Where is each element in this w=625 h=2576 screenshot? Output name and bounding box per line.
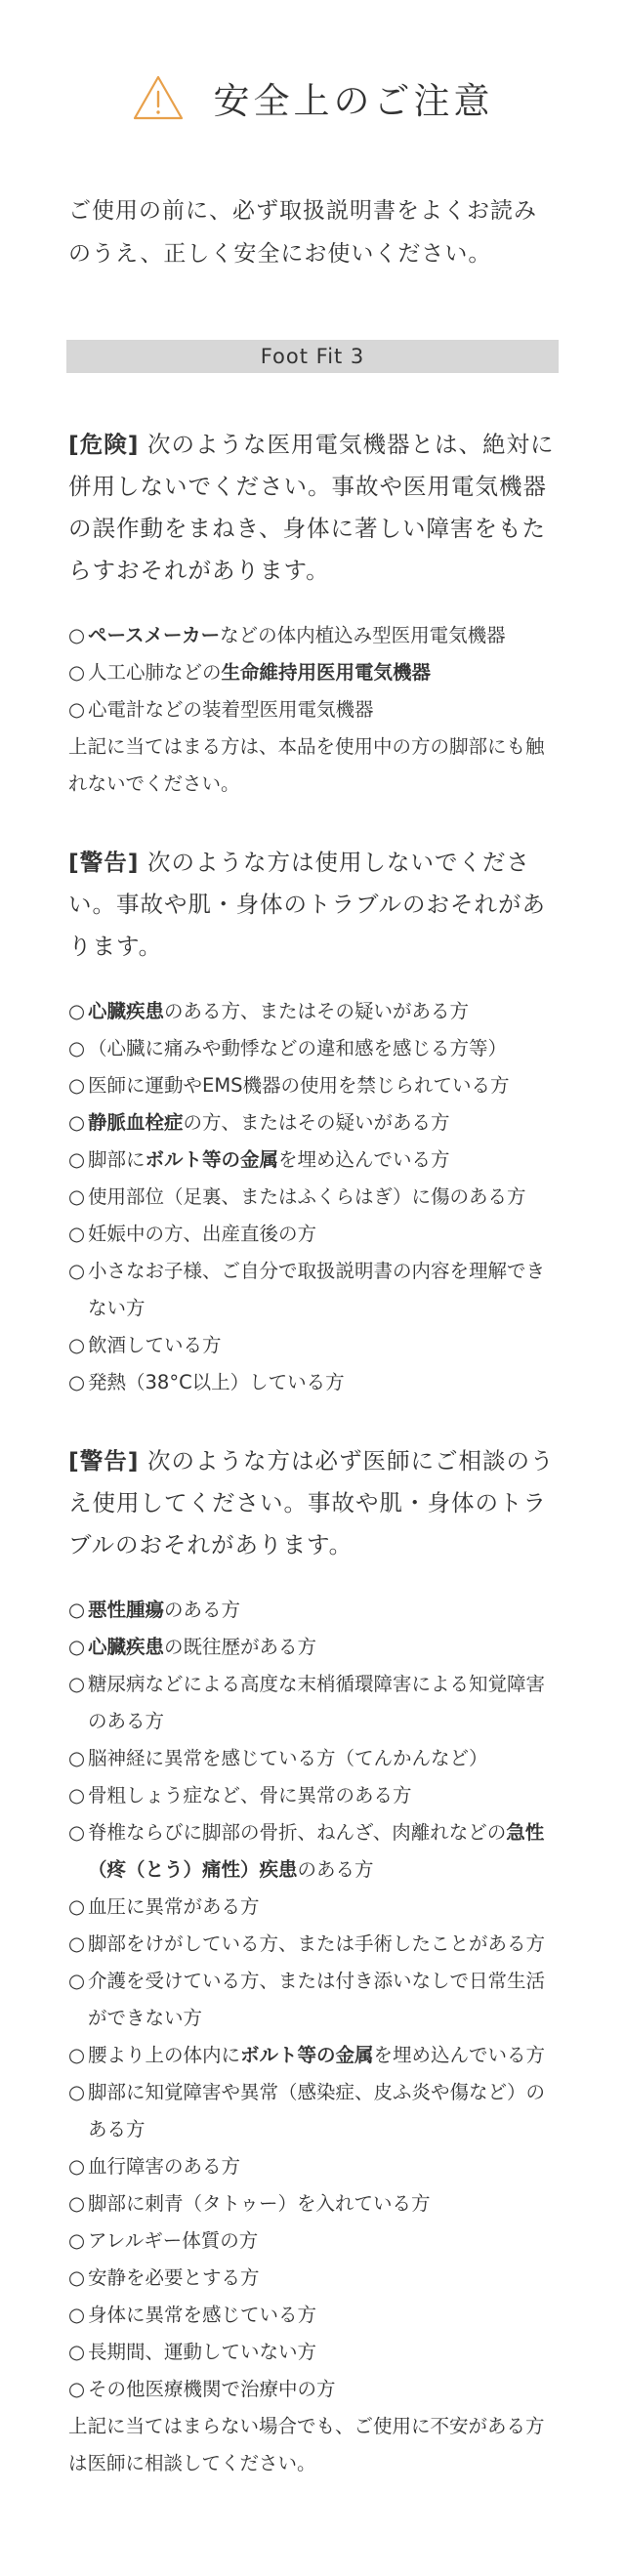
list-item-text (88, 2185, 557, 2223)
list-item (68, 1629, 557, 1666)
warning1-lead: 次のような方は使用しないでください。事故や肌・身体のトラブルのおそれがあります。 (68, 849, 547, 960)
list-item-text (88, 1179, 557, 1216)
bullet-mark: ○ (68, 2378, 86, 2400)
list-item (68, 1889, 557, 1926)
emphasis-text: ボルト等の金属 (240, 2044, 374, 2066)
bullet-mark: ○ (68, 661, 86, 684)
list-item-text (88, 1963, 557, 2037)
bullet-mark: ○ (68, 1111, 86, 1134)
list-item-text (88, 1814, 557, 1889)
item-text-segment: のある方 (164, 1599, 241, 1621)
item-text-segment: 安静を必要とする方 (88, 2266, 260, 2289)
emphasis-text: 心臓疾患 (88, 1000, 165, 1022)
list-item-text (88, 2297, 557, 2334)
item-text-segment: の既往歴がある方 (164, 1636, 317, 1658)
bullet-mark: ○ (68, 1334, 86, 1356)
bullet-mark: ○ (68, 2081, 86, 2103)
item-text-segment: 脚部に知覚障害や異常（感染症、皮ふ炎や傷など）のある方 (88, 2081, 546, 2140)
bullet-mark: ○ (68, 2229, 86, 2252)
item-text-segment: 発熱（38°C以上）している方 (88, 1371, 345, 1393)
list-item-text (88, 1104, 557, 1142)
item-text-segment: 心電計などの装着型医用電気機器 (88, 698, 374, 721)
danger-section (68, 424, 557, 803)
list-item-text (88, 654, 557, 691)
list-item-text (88, 2037, 557, 2074)
warning1-list (68, 993, 557, 1401)
page-header (0, 0, 625, 125)
bullet-mark: ○ (68, 1821, 86, 1844)
list-item (68, 2074, 557, 2148)
list-item-text (88, 1216, 557, 1253)
bullet-mark: ○ (68, 1223, 86, 1245)
item-text-segment: のある方 (297, 1858, 374, 1881)
item-text-segment: などの体内植込み型医用電気機器 (220, 624, 506, 646)
list-item (68, 2297, 557, 2334)
bullet-mark: ○ (68, 1932, 86, 1955)
list-item-text (88, 1666, 557, 1740)
bullet-mark: ○ (68, 624, 86, 646)
item-text-segment: を埋め込んでいる方 (278, 1148, 450, 1171)
list-item-text (88, 1030, 557, 1067)
list-item-text (88, 1142, 557, 1179)
list-item (68, 1216, 557, 1253)
bullet-mark: ○ (68, 698, 86, 721)
list-item (68, 1777, 557, 1814)
list-item (68, 2148, 557, 2185)
list-item-text (88, 1777, 557, 1814)
list-item (68, 1814, 557, 1889)
emphasis-text: 悪性腫瘍 (88, 1599, 165, 1621)
list-item-text (88, 617, 557, 654)
danger-lead: 次のような医用電気機器とは、絶対に併用しないでください。事故や医用電気機器の誤作動をまねき、身体に著しい障害をもたらすおそれがあります。 (68, 431, 555, 584)
bullet-mark: ○ (68, 1970, 86, 1992)
list-item (68, 1666, 557, 1740)
list-item (68, 1179, 557, 1216)
list-item (68, 993, 557, 1030)
bullet-mark: ○ (68, 1636, 86, 1658)
list-item (68, 1253, 557, 1327)
item-text-segment: 骨粗しょう症など、骨に異常のある方 (88, 1784, 412, 1807)
list-item-text (88, 2148, 557, 2185)
warning1-heading (68, 842, 557, 968)
item-text-segment: 飲酒している方 (88, 1334, 222, 1356)
item-text-segment: 脚部に (88, 1148, 146, 1171)
warning2-list (68, 1592, 557, 2408)
list-item-text (88, 2223, 557, 2260)
list-item (68, 1030, 557, 1067)
emphasis-text: ペースメーカー (88, 624, 221, 646)
list-item (68, 1104, 557, 1142)
bullet-mark: ○ (68, 1074, 86, 1097)
list-item (68, 2037, 557, 2074)
list-item (68, 2371, 557, 2408)
item-text-segment: 腰より上の体内に (88, 2044, 241, 2066)
warning2-note: 上記に当てはまらない場合でも、ご使用に不安がある方は医師に相談してください。 (68, 2415, 545, 2474)
item-text-segment: アレルギー体質の方 (88, 2229, 259, 2252)
item-text-segment: 糖尿病などによる高度な末梢循環障害による知覚障害のある方 (88, 1673, 546, 1732)
item-text-segment: 介護を受けている方、または付き添いなしで日常生活ができない方 (88, 1970, 546, 2029)
list-item (68, 2260, 557, 2297)
item-text-segment: 人工心肺などの (88, 661, 222, 684)
danger-heading (68, 424, 557, 592)
list-item (68, 2223, 557, 2260)
item-text-segment: 小さなお子様、ご自分で取扱説明書の内容を理解できない方 (88, 1260, 546, 1319)
list-item-text (88, 1327, 557, 1364)
danger-tag: [危険] (68, 431, 140, 458)
bullet-mark: ○ (68, 1148, 86, 1171)
list-item (68, 2334, 557, 2371)
list-item (68, 1592, 557, 1629)
list-item (68, 1142, 557, 1179)
list-item (68, 617, 557, 654)
list-item-text (88, 1629, 557, 1666)
bullet-mark: ○ (68, 1000, 86, 1022)
list-item-text (88, 2334, 557, 2371)
item-text-segment: 使用部位（足裏、またはふくらはぎ）に傷のある方 (88, 1185, 526, 1208)
item-text-segment: 身体に異常を感じている方 (88, 2304, 317, 2326)
item-text-segment: 脳神経に異常を感じている方（てんかんなど） (88, 1747, 488, 1769)
item-text-segment: （心臓に痛みや動悸などの違和感を感じる方等） (88, 1037, 508, 1059)
emphasis-text: 生命維持用医用電気機器 (221, 661, 432, 684)
bullet-mark: ○ (68, 1185, 86, 1208)
item-text-segment: 医師に運動やEMS機器の使用を禁じられている方 (88, 1074, 510, 1097)
emphasis-text: 心臓疾患 (88, 1636, 165, 1658)
list-item-text (88, 1926, 557, 1963)
bullet-mark: ○ (68, 2304, 86, 2326)
bullet-mark: ○ (68, 1673, 86, 1695)
list-item (68, 1327, 557, 1364)
warning-consult-doctor-section (68, 1440, 557, 2482)
warning2-lead: 次のような方は必ず医師にご相談のうえ使用してください。事故や肌・身体のトラブルのおそれがあります。 (68, 1447, 555, 1558)
list-item-text (88, 2371, 557, 2408)
bullet-mark: ○ (68, 1599, 86, 1621)
bullet-mark: ○ (68, 2044, 86, 2066)
list-item (68, 1963, 557, 2037)
bullet-mark: ○ (68, 2266, 86, 2289)
emphasis-text: ボルト等の金属 (145, 1148, 279, 1171)
warning-do-not-use-section (68, 842, 557, 1401)
page-title: 安全上のご注意 (213, 80, 494, 122)
list-item-text (88, 1364, 557, 1401)
item-text-segment: その他医療機関で治療中の方 (88, 2378, 336, 2400)
emphasis-text: 静脈血栓症 (88, 1111, 184, 1134)
list-item-text (88, 1253, 557, 1327)
warning1-tag: [警告] (68, 849, 140, 876)
bullet-mark: ○ (68, 1895, 86, 1918)
list-item-text (88, 2074, 557, 2148)
item-text-segment: のある方、またはその疑いがある方 (164, 1000, 470, 1022)
bullet-mark: ○ (68, 1371, 86, 1393)
bullet-mark: ○ (68, 2192, 86, 2215)
item-text-segment: 血圧に異常がある方 (88, 1895, 260, 1918)
list-item-text (88, 2260, 557, 2297)
list-item (68, 1364, 557, 1401)
list-item-text (88, 691, 557, 728)
item-text-segment: 脚部に刺青（タトゥー）を入れている方 (88, 2192, 431, 2215)
list-item (68, 2185, 557, 2223)
list-item-text (88, 1889, 557, 1926)
list-item (68, 1926, 557, 1963)
bullet-mark: ○ (68, 1260, 86, 1282)
warning2-heading (68, 1440, 557, 1566)
bullet-mark: ○ (68, 2341, 86, 2363)
warning2-tag: [警告] (68, 1447, 140, 1475)
list-item-text (88, 1740, 557, 1777)
list-item (68, 1740, 557, 1777)
list-item (68, 1067, 557, 1104)
bullet-mark: ○ (68, 1747, 86, 1769)
bullet-mark: ○ (68, 2155, 86, 2178)
danger-note: 上記に当てはまる方は、本品を使用中の方の脚部にも触れないでください。 (68, 735, 545, 795)
bullet-mark: ○ (68, 1037, 86, 1059)
bullet-mark: ○ (68, 1784, 86, 1807)
danger-list (68, 617, 557, 728)
list-item-text (88, 1067, 557, 1104)
item-text-segment: 血行障害のある方 (88, 2155, 241, 2178)
list-item (68, 691, 557, 728)
warning-triangle-icon (132, 74, 185, 121)
item-text-segment: 脚部をけがしている方、または手術したことがある方 (88, 1932, 546, 1955)
item-text-segment: 長期間、運動していない方 (88, 2341, 317, 2363)
item-text-segment: 脊椎ならびに脚部の骨折、ねんざ、肉離れなどの (88, 1821, 507, 1844)
product-name-bar: Foot Fit 3 (66, 340, 559, 373)
list-item-text (88, 1592, 557, 1629)
item-text-segment: の方、またはその疑いがある方 (183, 1111, 450, 1134)
emphasis-text: 急性（疼（とう）痛性）疾患 (88, 1821, 545, 1881)
item-text-segment: を埋め込んでいる方 (373, 2044, 546, 2066)
list-item (68, 654, 557, 691)
item-text-segment: 妊娠中の方、出産直後の方 (88, 1223, 317, 1245)
intro-text: ご使用の前に、必ず取扱説明書をよくお読みのうえ、正しく安全にお使いください。 (68, 198, 537, 267)
list-item-text (88, 993, 557, 1030)
